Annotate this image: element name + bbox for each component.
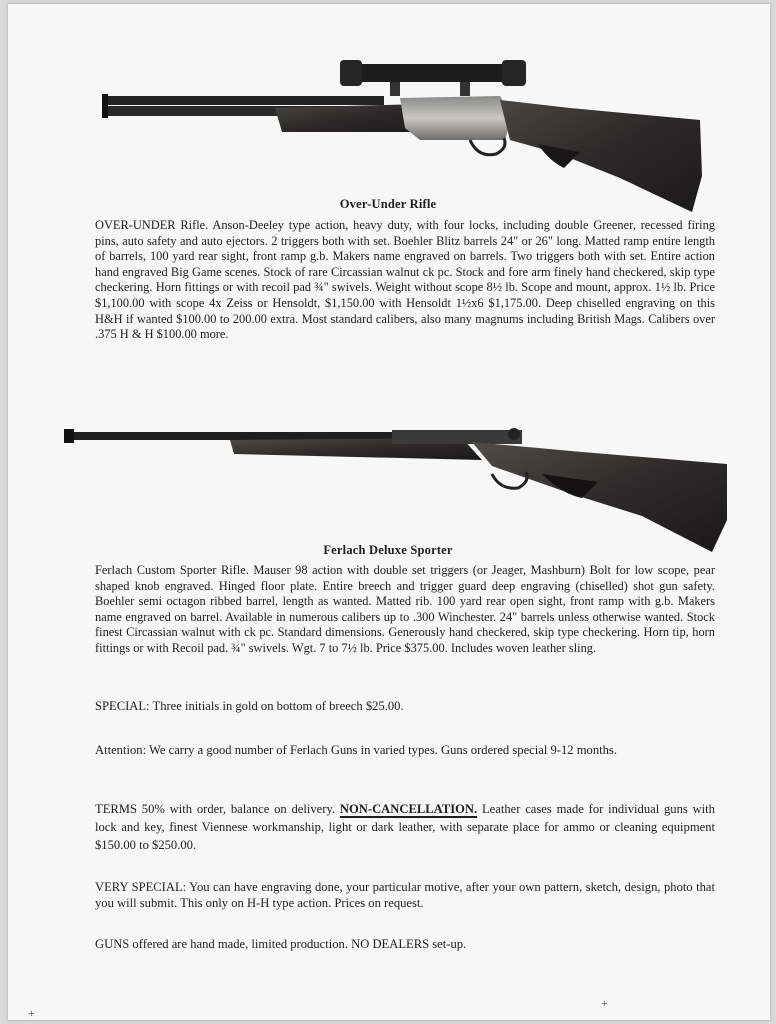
special-note: SPECIAL: Three initials in gold on bottom of breech $25.00.: [95, 699, 404, 713]
ferlach-sporter-description: Ferlach Custom Sporter Rifle. Mauser 98 action with double set triggers (or Jeager, Mashburn) Bolt for low scope, pear shaped knob engraved. Hinged floor plate. Entire breech and trigger guard deep engraving (chiselled) shot gun safety. Boehler semi octagon ribbed barrel, length as wanted. Matted rib. 100 yard rear open sight, front ramp with g.b. Makers name engraved on barrel. Available in numerous calibers up to .300 Winchester. 24" barrels unless otherwise wanted. Stock finest Circassian walnut with ck pc. Standard dimensions. Generously hand checkered, skip type checkering. Horn tip, horn fittings or with Recoil pad. ¾" swivels. Wgt. 7 to 7½ lb. Price $375.00. Includes woven leather sling.: [95, 563, 715, 655]
attention-note: Attention: We carry a good number of Ferlach Guns in varied types. Guns ordered special 9-12 months.: [95, 743, 617, 757]
over-under-rifle-caption: Over-Under Rifle: [339, 197, 437, 211]
guns-offered-note: GUNS offered are hand made, limited production. NO DEALERS set-up.: [95, 937, 467, 951]
terms-rest: Leather cases made for individual guns with lock and key, finest Viennese workmanship, light or dark leather, with separate place for ammo or cleaning equipment $150.00 to $250.00.: [95, 802, 715, 852]
ferlach-sporter-illustration: [62, 424, 732, 556]
terms-note: [95, 800, 715, 854]
non-cancellation-emphasis: NON-CANCELLATION.: [339, 802, 478, 816]
ferlach-sporter-caption: Ferlach Deluxe Sporter: [323, 543, 453, 557]
corner-mark: +: [28, 1006, 35, 1020]
over-under-rifle-description: OVER-UNDER Rifle. Anson-Deeley type action, heavy duty, with four locks, including double Greener, recessed firing pins, auto safety and auto ejectors. 2 triggers both with set. Boehler Blitz barrels 24" or 26" long. Matted ramp entire length of barrels, 100 yard rear sight, front ramp g.b. Makers name engraved on barrels. Two triggers both with set. Entire action hand engraved Big Game scenes. Stock of rare Circassian walnut ck pc. Stock and fore arm finely hand checkered, skip type checkering. Horn fittings or with recoil pad ¾" swivels. Weight without scope 8½ lb. Scope and mount, approx. 1½ lb. Price $1,100.00 with scope 4x Zeiss or Hensoldt, $1,150.00 with Hensoldt 1½x6 $1,175.00. Deep chiselled engraving on this H&H if wanted $100.00 to 200.00 extra. Most standard calibers, also many magnums including British Mags. Calibers over .375 H & H $100.00 more.: [95, 218, 715, 342]
over-under-rifle-illustration: [100, 56, 710, 216]
registration-mark: +: [601, 996, 608, 1010]
terms-lead: TERMS 50% with order, balance on delivery.: [95, 802, 336, 816]
very-special-note: VERY SPECIAL: You can have engraving done, your particular motive, after your own pattern, sketch, design, photo that you will submit. This only on H-H type action. Prices on request.: [95, 880, 715, 910]
